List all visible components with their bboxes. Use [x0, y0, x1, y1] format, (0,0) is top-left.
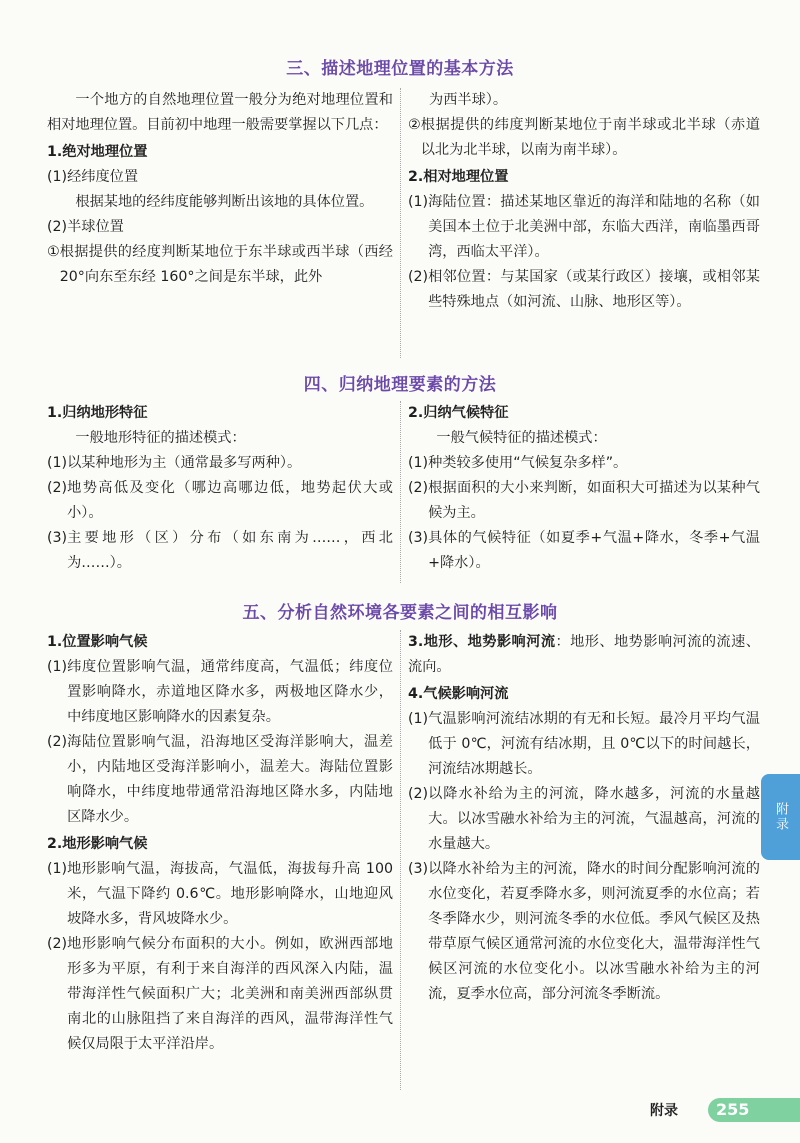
list-item: [47, 476, 393, 526]
right-column: [408, 88, 760, 315]
list-item: [408, 265, 760, 315]
terrain-river-paragraph: [408, 630, 760, 680]
continued-text: 为西半球）。: [429, 92, 508, 108]
item-text: 主要地形（区）分布（如东南为……，西北为……）。: [67, 530, 393, 571]
item-text: 地势高低及变化（哪边高哪边低，地势起伏大或小）。: [67, 480, 393, 521]
heading-terrain-river: 3.地形、地势影响河流: [408, 634, 556, 650]
item-number: (2): [408, 786, 429, 802]
section-title-describe-location: 三、描述地理位置的基本方法: [286, 59, 514, 79]
item-number: (3): [408, 861, 429, 877]
list-item: [47, 240, 393, 290]
intro-paragraph: 一个地方的自然地理位置一般分为绝对地理位置和相对地理位置。目前初中地理一般需要掌握以下几点：: [47, 92, 393, 133]
heading-landform: 1.归纳地形特征: [47, 405, 148, 421]
section-title-summarize-elements: 四、归纳地理要素的方法: [303, 375, 497, 395]
item-number: (1): [47, 455, 68, 471]
left-column: [47, 630, 393, 1057]
subheading-lat-long: (1)经纬度位置: [47, 169, 139, 185]
list-item: [408, 113, 760, 163]
item-text: 种类较多使用“气候复杂多样”。: [428, 455, 628, 471]
terrain-river-text: ：地形、地势影响河流的流速、流向。: [408, 634, 760, 675]
list-item: [408, 476, 760, 526]
list-item: [408, 190, 760, 265]
item-number: (2): [47, 480, 68, 496]
list-item: [408, 451, 760, 476]
heading-climate: 2.归纳气候特征: [408, 405, 509, 421]
list-item: [47, 451, 393, 476]
heading-absolute-location: 1.绝对地理位置: [47, 144, 148, 160]
item-text: 纬度位置影响气温，通常纬度高，气温低；纬度位置影响降水，赤道地区降水多，两极地区降水少，中纬度地区影响降水的因素复杂。: [67, 659, 393, 725]
item-text: 地形影响气候分布面积的大小。例如，欧洲西部地形多为平原，有利于来自海洋的西风深入内陆，温带海洋性气候面积广大；北美洲和南美洲西部纵贯南北的山脉阻挡了来自海洋的西风，温带海洋性气候仅局限于太平洋沿岸。: [67, 936, 393, 1052]
right-column: [408, 401, 760, 576]
item-number: (2): [408, 269, 429, 285]
list-item: [408, 707, 760, 782]
heading-climate-river: 4.气候影响河流: [408, 686, 509, 702]
footer-label: 附录: [650, 1103, 678, 1119]
column-divider: [400, 401, 401, 583]
left-column: [47, 401, 393, 576]
item-text: 海陆位置：描述某地区靠近的海洋和陆地的名称（如美国本土位于北美洲中部，东临大西洋，南临墨西哥湾，西临太平洋）。: [428, 194, 760, 260]
heading-location-climate: 1.位置影响气候: [47, 634, 148, 650]
item-text: 相邻位置：与某国家（或某行政区）接壤，或相邻某些特殊地点（如河流、山脉、地形区等）。: [428, 269, 760, 310]
list-item: [408, 526, 760, 576]
item-number: (1): [408, 455, 429, 471]
item-number: (2): [47, 936, 68, 952]
list-item: [408, 782, 760, 857]
section-title-interactions: 五、分析自然环境各要素之间的相互影响: [242, 603, 558, 623]
section-describe-location: [47, 88, 760, 358]
item-number: ①: [47, 244, 60, 260]
item-number: (2): [47, 734, 68, 750]
climate-intro: 一般气候特征的描述模式：: [436, 430, 607, 446]
list-item: [47, 857, 393, 932]
item-text: 根据提供的纬度判断某地位于南半球或北半球（赤道以北为北半球，以南为南半球）。: [420, 117, 760, 158]
section-interactions: [47, 630, 760, 1090]
item-text: 以降水补给为主的河流，降水越多，河流的水量越大。以冰雪融水补给为主的河流，气温越高，河流的水量越大。: [428, 786, 760, 852]
appendix-side-tab[interactable]: 附录: [761, 774, 800, 860]
heading-relative-location: 2.相对地理位置: [408, 169, 509, 185]
item-number: (3): [47, 530, 68, 546]
item-text: 以某种地形为主（通常最多写两种）。: [67, 455, 302, 471]
right-column: [408, 630, 760, 1007]
item-number: (1): [408, 194, 429, 210]
item-number: (1): [47, 659, 68, 675]
list-item: [408, 857, 760, 1007]
item-number: (1): [47, 861, 68, 877]
left-column: [47, 88, 393, 290]
list-item: [47, 526, 393, 576]
item-number: (3): [408, 530, 429, 546]
item-text: 以降水补给为主的河流，降水的时间分配影响河流的水位变化，若夏季降水多，则河流夏季的水位高；若冬季降水少，则河流冬季的水位低。季风气候区及热带草原气候区通常河流的水位变化大，温带海洋性气候区河流的水位变化小。以冰雪融水补给为主的河流，夏季水位高，部分河流冬季断流。: [428, 861, 760, 1002]
page-number: 255: [708, 1098, 800, 1122]
column-divider: [400, 630, 401, 1090]
subheading-hemisphere: (2)半球位置: [47, 219, 124, 235]
item-number: (2): [408, 480, 429, 496]
section-summarize-elements: [47, 401, 760, 583]
item-text: 海陆位置影响气温，沿海地区受海洋影响大，温差小，内陆地区受海洋影响小，温差大。海陆位置影响降水，中纬度地带通常沿海地区降水多，内陆地区降水少。: [67, 734, 393, 825]
item-text: 具体的气候特征（如夏季+气温+降水，冬季+气温+降水）。: [428, 530, 760, 571]
lat-long-text: 根据某地的经纬度能够判断出该地的具体位置。: [75, 194, 374, 210]
item-text: 地形影响气温，海拔高，气温低，海拔每升高 100 米，气温下降约 0.6℃。地形影响降水，山地迎风坡降水多，背风坡降水少。: [67, 861, 393, 927]
column-divider: [400, 88, 401, 358]
item-number: ②: [408, 117, 421, 133]
heading-terrain-climate: 2.地形影响气候: [47, 836, 148, 852]
item-text: 气温影响河流结冰期的有无和长短。最冷月平均气温低于 0℃，河流有结冰期，且 0℃以下的时间越长，河流结冰期越长。: [428, 711, 760, 777]
item-number: (1): [408, 711, 429, 727]
item-text: 根据提供的经度判断某地位于东半球或西半球（西经 20°向东至东经 160°之间是东半球，此外: [59, 244, 393, 285]
item-text: 根据面积的大小来判断，如面积大可描述为以某种气候为主。: [428, 480, 760, 521]
landform-intro: 一般地形特征的描述模式：: [75, 430, 246, 446]
list-item: [47, 730, 393, 830]
list-item: [47, 655, 393, 730]
list-item: [47, 932, 393, 1057]
